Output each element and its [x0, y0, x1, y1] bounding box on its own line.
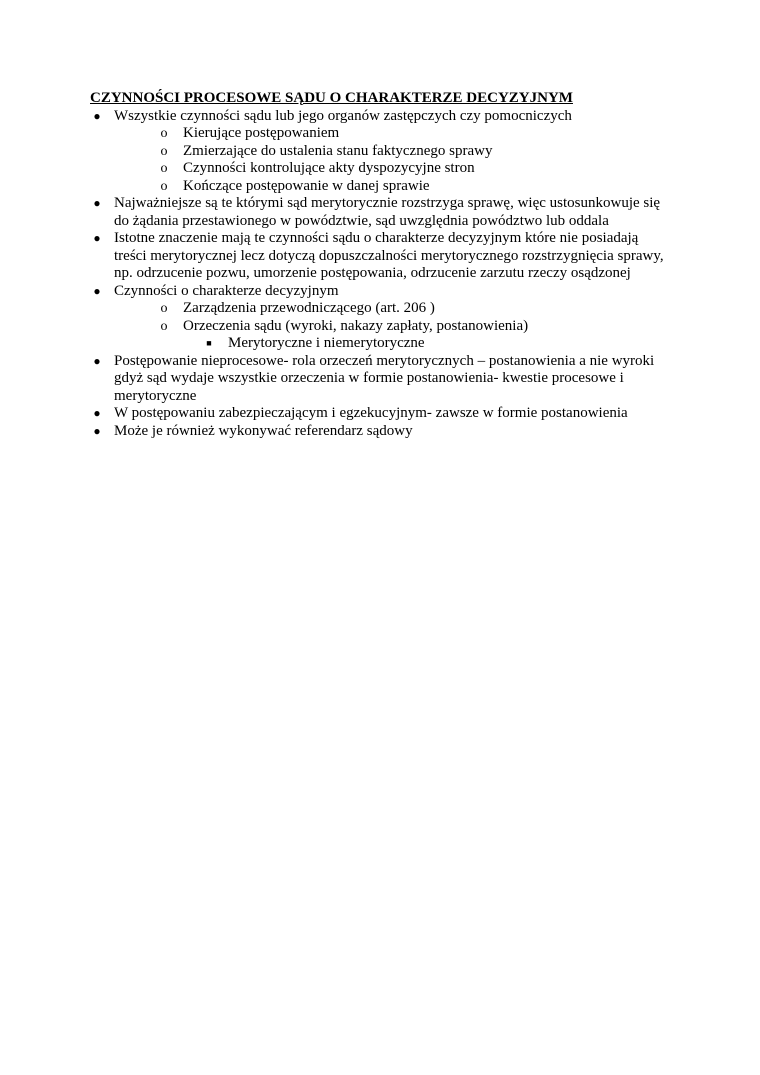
- bullet-item: [0, 108, 666, 126]
- circle-bullet-icon: o: [160, 301, 168, 316]
- bullet-icon: ●: [93, 231, 101, 245]
- sub-item: [0, 300, 760, 318]
- bullet-item: [0, 283, 666, 301]
- bullet-text: Najważniejsze są te którymi sąd merytorycznie rozstrzyga sprawę, więc ustosunkowuje się do żądania przestawionego w powództwie, sąd uwzględnia powództwo lub oddala: [114, 195, 661, 229]
- bullet-text: Postępowanie nieprocesowe- rola orzeczeń merytorycznych – postanowienia a nie wyroki gdyż sąd wydaje wszystkie orzeczenia w formie postanowienia- kwestie procesowe i merytoryczne: [114, 352, 655, 404]
- bullet-icon: ●: [93, 423, 101, 438]
- sub-item: [0, 160, 760, 178]
- sub-item: [0, 178, 760, 196]
- document-title: CZYNNOŚCI PROCESOWE SĄDU O CHARAKTERZE DECYZYJNYM: [90, 90, 573, 106]
- circle-bullet-icon: o: [160, 178, 168, 194]
- bullet-item: [0, 195, 666, 230]
- sub-item-text: Kierujące postępowaniem: [183, 125, 340, 141]
- bullet-text: Czynności o charakterze decyzyjnym: [114, 282, 339, 299]
- bullet-item: [0, 230, 666, 283]
- sub-sub-item: [0, 335, 760, 353]
- sub-item-text: Zmierzające do ustalenia stanu faktycznego sprawy: [183, 142, 493, 159]
- bullet-text: Może je również wykonywać referendarz sądowy: [114, 422, 413, 439]
- sub-item: [0, 125, 760, 143]
- sub-item: [0, 318, 760, 336]
- bullet-icon: ●: [93, 283, 101, 298]
- bullet-item: [0, 423, 666, 441]
- document-content: [0, 90, 760, 440]
- sub-item-text: Zarządzenia przewodniczącego (art. 206 ): [183, 300, 435, 316]
- circle-bullet-icon: o: [160, 318, 168, 334]
- bullet-item: [0, 353, 666, 406]
- bullet-text: W postępowaniu zabezpieczającym i egzekucyjnym- zawsze w formie postanowienia: [114, 405, 628, 421]
- circle-bullet-icon: o: [160, 126, 168, 141]
- bullet-icon: ●: [93, 353, 101, 368]
- bullet-icon: ●: [93, 108, 101, 123]
- square-bullet-icon: ■: [206, 338, 212, 348]
- circle-bullet-icon: o: [160, 161, 168, 176]
- sub-item: [0, 143, 760, 161]
- bullet-item: [0, 405, 666, 423]
- bullet-icon: ●: [93, 406, 101, 420]
- sub-sub-item-text: Merytoryczne i niemerytoryczne: [228, 335, 425, 351]
- circle-bullet-icon: o: [160, 143, 168, 159]
- bullet-icon: ●: [93, 196, 101, 210]
- sub-item-text: Orzeczenia sądu (wyroki, nakazy zapłaty, postanowienia): [183, 317, 529, 334]
- bullet-text: Istotne znaczenie mają te czynności sądu o charakterze decyzyjnym które nie posiadają treści merytorycznej lecz dotyczą dopuszczalności merytorycznego rozstrzygnięcia sprawy, np. odrzucenie pozwu, umorzenie postępowania, odrzucenie zarzutu rzeczy osądzonej: [114, 230, 664, 281]
- sub-item-text: Kończące postępowanie w danej sprawie: [183, 177, 430, 194]
- bullet-text: Wszystkie czynności sądu lub jego organów zastępczych czy pomocniczych: [114, 107, 572, 124]
- sub-item-text: Czynności kontrolujące akty dyspozycyjne stron: [183, 160, 475, 176]
